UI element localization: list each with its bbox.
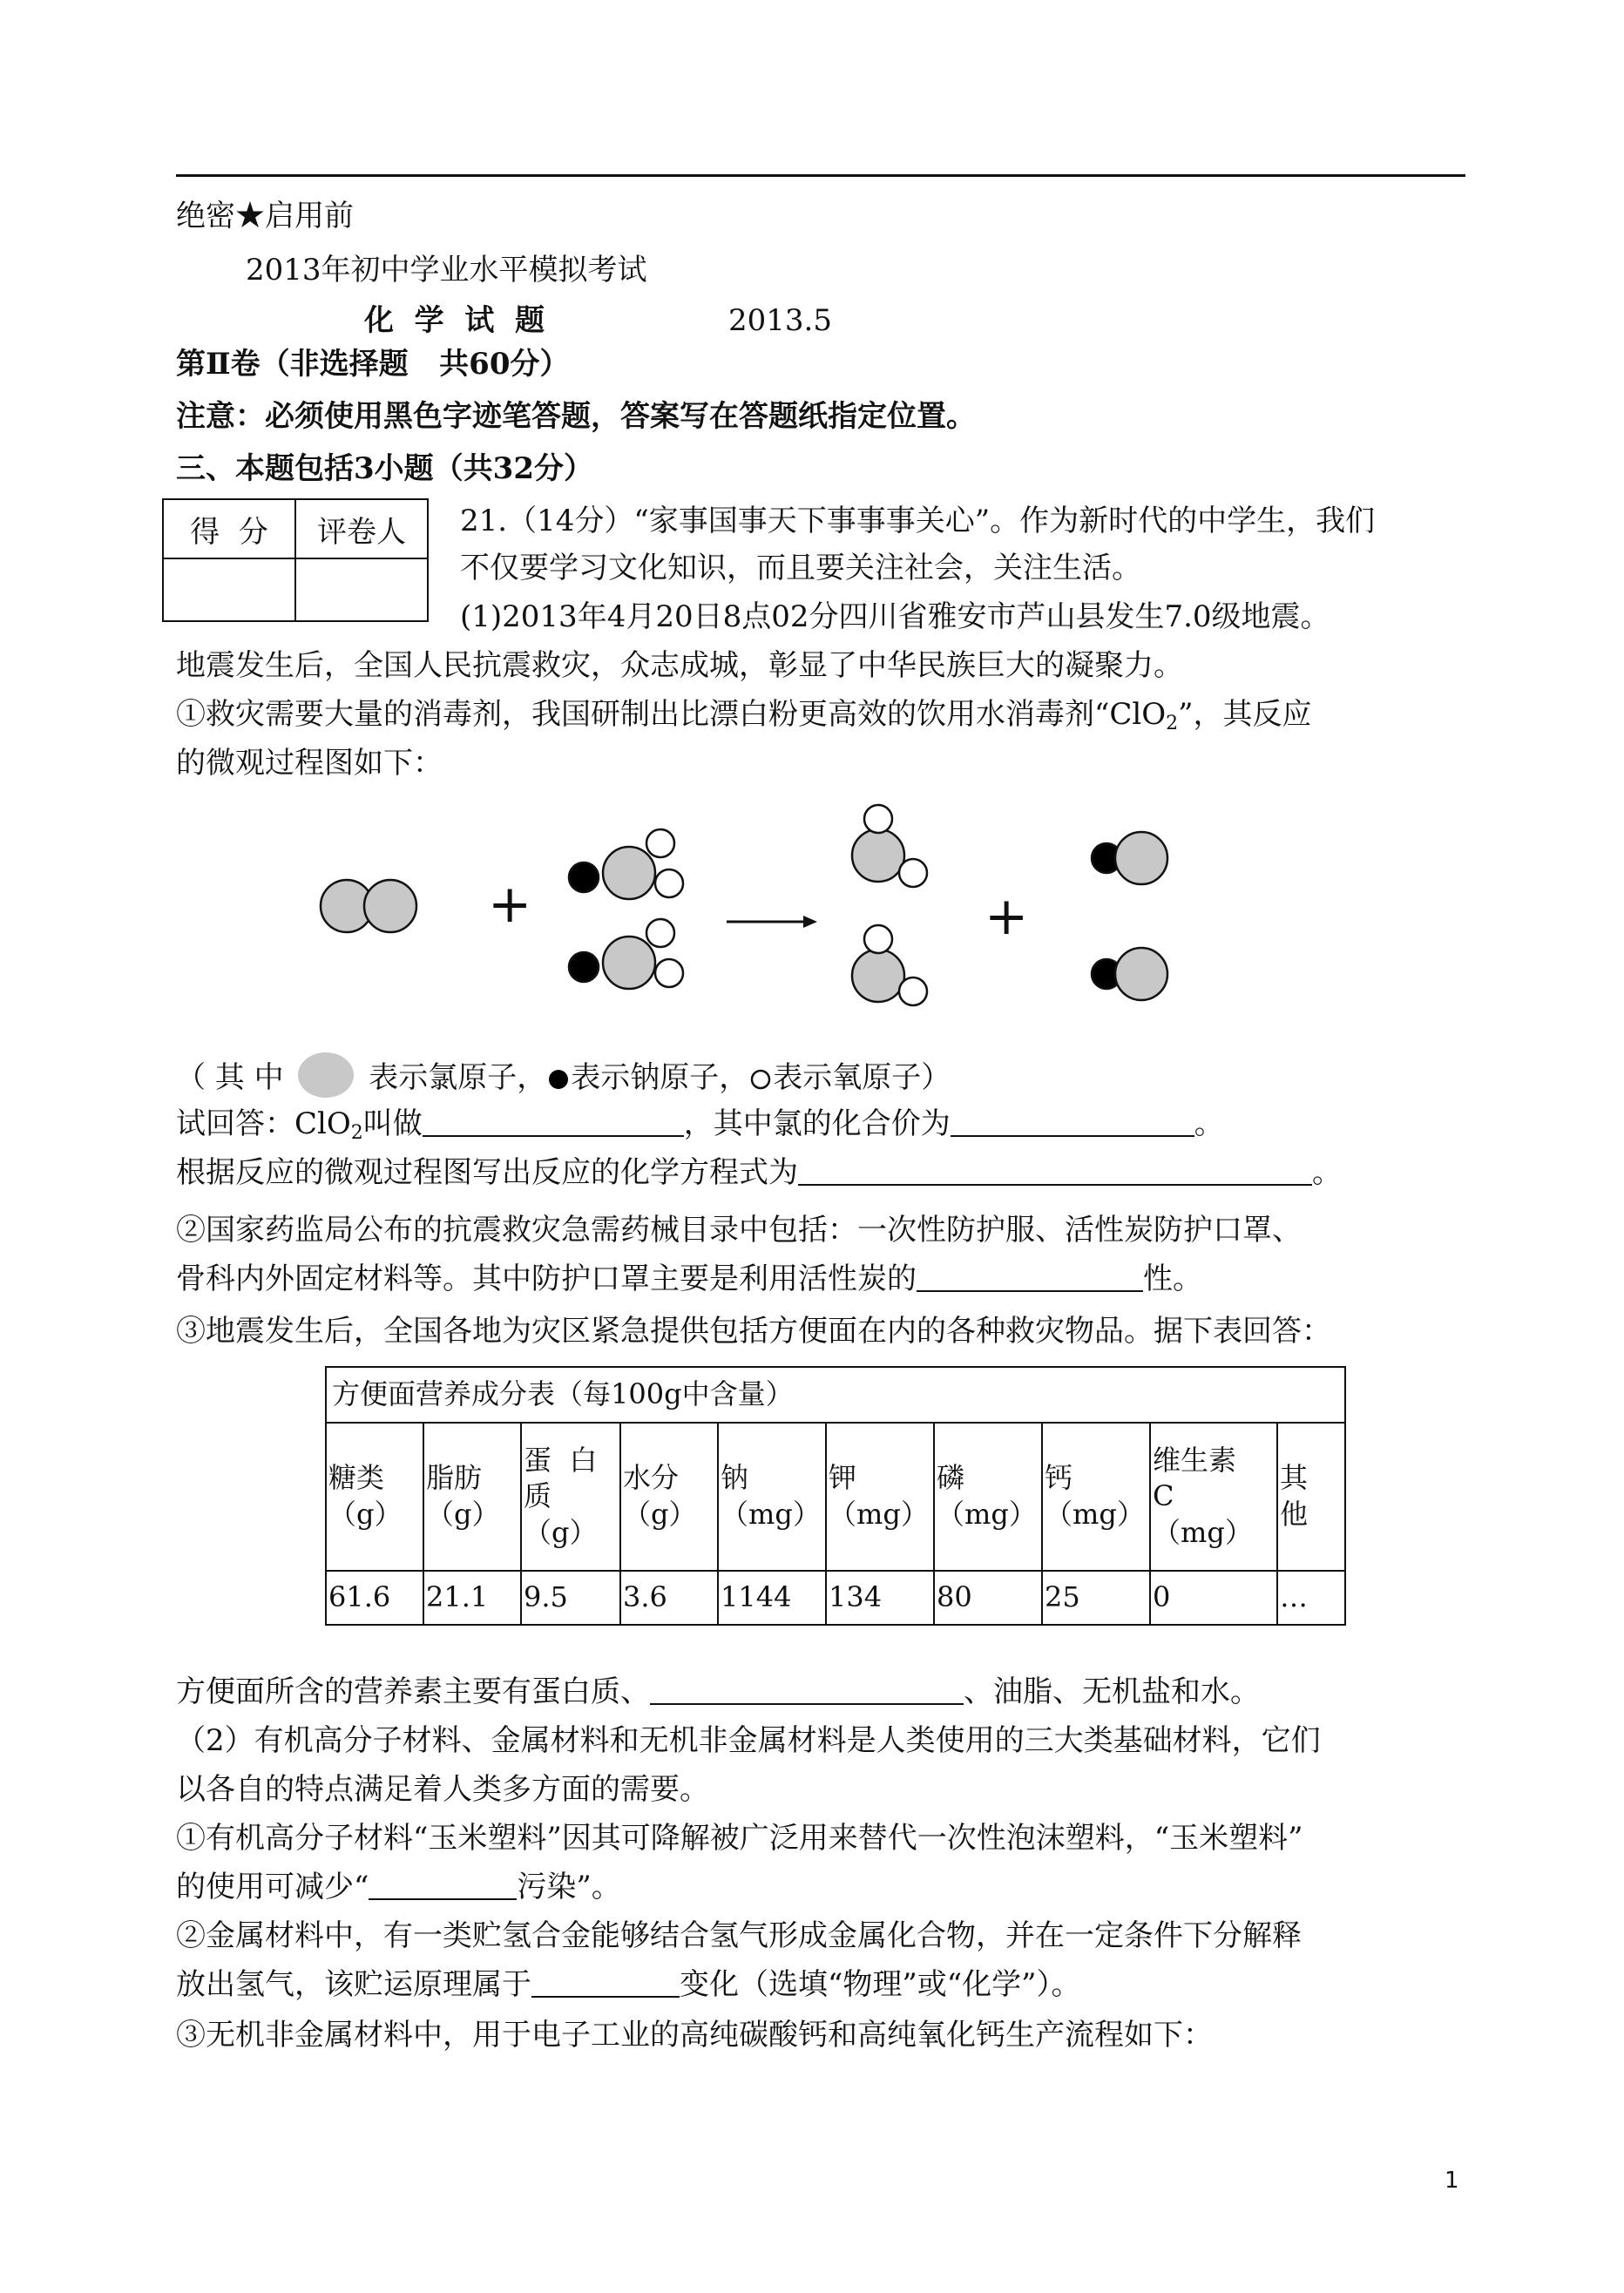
chlorine-atom: [852, 950, 904, 1002]
answer-line-2: 根据反应的微观过程图写出反应的化学方程式为 。: [176, 1155, 1342, 1190]
table-value-cell: 3.6: [620, 1571, 718, 1625]
oxygen-atom: [646, 919, 674, 947]
score-box: [162, 498, 429, 622]
oxygen-atom: [655, 959, 683, 987]
table-value-cell: 0: [1150, 1571, 1277, 1625]
para-5b: 的使用可减少“ 污染”。: [176, 1870, 621, 1904]
chlorine-atom: [1115, 948, 1167, 1000]
notice: 注意：必须使用黑色字迹笔答题，答案写在答题纸指定位置。: [176, 399, 976, 434]
header-text: （g）: [328, 1498, 403, 1531]
header-text: 质: [524, 1479, 552, 1513]
chlorine-atom: [603, 937, 655, 989]
oxygen-atom: [646, 829, 674, 857]
header-text: 脂肪: [426, 1461, 483, 1495]
header-text: （g）: [426, 1498, 500, 1531]
table-header-cell: [620, 1423, 718, 1571]
exam-name: 2013年初中学业水平模拟考试: [246, 253, 647, 287]
answer-blank[interactable]: [951, 1109, 1194, 1137]
nutrient-line: 方便面所含的营养素主要有蛋白质、 、油脂、无机盐和水。: [176, 1674, 1260, 1709]
answer-blank[interactable]: [798, 1158, 1312, 1186]
oxygen-atom: [655, 869, 683, 897]
header-text: 磷: [937, 1461, 965, 1495]
plus-sign: +: [985, 886, 1029, 947]
header-text: C: [1153, 1479, 1174, 1513]
answer-line-1: 试回答：ClO$_2$叫做 ，其中氯的化合价为 。: [176, 1106, 1224, 1144]
score-cell: [163, 558, 295, 621]
para-5a: ①有机高分子材料“玉米塑料”因其可降解被广泛用来替代一次性泡沫塑料，“玉米塑料”: [176, 1821, 1303, 1856]
table-value-cell: 80: [934, 1571, 1042, 1625]
header-text: （mg）: [937, 1498, 1037, 1531]
header-text: （g）: [623, 1498, 697, 1531]
q21-line4: 地震发生后，全国人民抗震救灾，众志成城，彰显了中华民族巨大的凝聚力。: [176, 648, 1183, 683]
q21-line5: ①救灾需要大量的消毒剂，我国研制出比漂白粉更高效的饮用水消毒剂“ClO$_2$”，其反应: [176, 697, 1312, 734]
answer-blank[interactable]: [423, 1109, 684, 1137]
q21-line2: 不仅要学习文化知识，而且要关注社会，关注生活。: [460, 551, 1141, 585]
table-header-cell: [1042, 1423, 1150, 1571]
table-value-cell: 9.5: [521, 1571, 620, 1625]
para-4b: 以各自的特点满足着人类多方面的需要。: [176, 1772, 709, 1807]
table-value-cell: 134: [826, 1571, 934, 1625]
reviewer-cell: [295, 558, 428, 621]
table-value-cell: 61.6: [326, 1571, 423, 1625]
header-text: 维生素: [1153, 1443, 1237, 1477]
para-7: ③无机非金属材料中，用于电子工业的高纯碳酸钙和高纯氧化钙生产流程如下：: [176, 2018, 1213, 2053]
secret-label: 绝密★启用前: [176, 199, 354, 233]
sodium-atom: [569, 862, 599, 892]
section-title: 三、本题包括3小题（共32分）: [176, 451, 593, 486]
page-number: 1: [1445, 2168, 1459, 2194]
table-header-cell: [521, 1423, 620, 1571]
table-title: 方便面营养成分表（每100g中含量）: [326, 1367, 1345, 1423]
chlorine-atom: [852, 829, 904, 882]
q21-line1: 21.（14分）“家事国事天下事事事关心”。作为新时代的中学生，我们: [460, 504, 1376, 538]
table-header-cell: [718, 1423, 826, 1571]
chlorine-atom: [364, 880, 416, 932]
oxygen-atom: [864, 925, 892, 953]
table-header-cell: [423, 1423, 521, 1571]
header-text: 糖类: [328, 1461, 385, 1495]
reviewer-label: 评卷人: [295, 499, 428, 558]
table-header-row: [326, 1423, 1345, 1571]
header-text: 钠: [721, 1461, 749, 1495]
table-header-cell: [326, 1423, 423, 1571]
chlorine-atom: [1115, 832, 1167, 884]
nutrition-table: [325, 1366, 1346, 1626]
reaction-arrow: [727, 916, 817, 928]
para-6b: 放出氢气，该贮运原理属于 变化（选填“物理”或“化学”）。: [176, 1967, 1081, 2002]
table-value-cell: 25: [1042, 1571, 1150, 1625]
header-text: 蛋 白: [524, 1443, 598, 1477]
header-text: （mg）: [1045, 1498, 1145, 1531]
oxygen-legend-icon: [748, 1067, 773, 1092]
para-3: ③地震发生后，全国各地为灾区紧急提供包括方便面在内的各种救灾物品。据下表回答：: [176, 1314, 1331, 1349]
top-rule: [176, 174, 1465, 177]
exam-date: 2013.5: [728, 303, 832, 338]
header-text: （g）: [524, 1515, 598, 1549]
sodium-legend-icon: [546, 1067, 571, 1092]
answer-blank[interactable]: [369, 1872, 517, 1900]
plus-sign: +: [488, 874, 532, 935]
score-label: 得 分: [163, 499, 295, 558]
q21-line6: 的微观过程图如下：: [176, 746, 443, 781]
header-text: 钾: [829, 1461, 857, 1495]
legend-line: （ 其 中 表示氯原子， 表示钠原子， 表示氧原子）: [176, 1052, 951, 1106]
table-header-cell: [1150, 1423, 1277, 1571]
header-text: （mg）: [1153, 1515, 1253, 1549]
answer-blank[interactable]: [917, 1264, 1143, 1292]
reaction-diagram: [296, 793, 1220, 1011]
para-2b: 骨科内外固定材料等。其中防护口罩主要是利用活性炭的 性。: [176, 1261, 1202, 1296]
para-4a: （2）有机高分子材料、金属材料和无机非金属材料是人类使用的三大类基础材料，它们: [176, 1723, 1321, 1758]
oxygen-atom: [899, 977, 927, 1005]
oxygen-atom: [864, 805, 892, 833]
table-value-cell: …: [1277, 1571, 1345, 1625]
header-text: 水分: [623, 1461, 680, 1495]
table-header-cell: [826, 1423, 934, 1571]
table-value-row: [326, 1571, 1345, 1625]
chlorine-atom: [603, 847, 655, 899]
volume-title: 第Ⅱ卷（非选择题 共60分）: [176, 347, 570, 382]
para-2a: ②国家药监局公布的抗震救灾急需药械目录中包括：一次性防护服、活性炭防护口罩、: [176, 1213, 1302, 1248]
header-text: 他: [1280, 1498, 1309, 1531]
subject-title: 化 学 试 题: [364, 303, 545, 338]
header-text: （mg）: [721, 1498, 821, 1531]
table-value-cell: 1144: [718, 1571, 826, 1625]
table-value-cell: 21.1: [423, 1571, 521, 1625]
table-header-cell: [934, 1423, 1042, 1571]
oxygen-atom: [899, 859, 927, 887]
answer-blank[interactable]: [531, 1970, 680, 1998]
header-text: 其: [1280, 1461, 1309, 1495]
chlorine-legend-icon: [293, 1052, 359, 1106]
header-text: （mg）: [829, 1498, 929, 1531]
sodium-atom: [569, 952, 599, 982]
para-6a: ②金属材料中，有一类贮氢合金能够结合氢气形成金属化合物，并在一定条件下分解释: [176, 1918, 1302, 1953]
q21-line3: (1)2013年4月20日8点02分四川省雅安市芦山县发生7.0级地震。: [460, 599, 1330, 634]
table-header-cell: [1277, 1423, 1345, 1571]
answer-blank[interactable]: [650, 1677, 964, 1705]
header-text: 钙: [1045, 1461, 1073, 1495]
